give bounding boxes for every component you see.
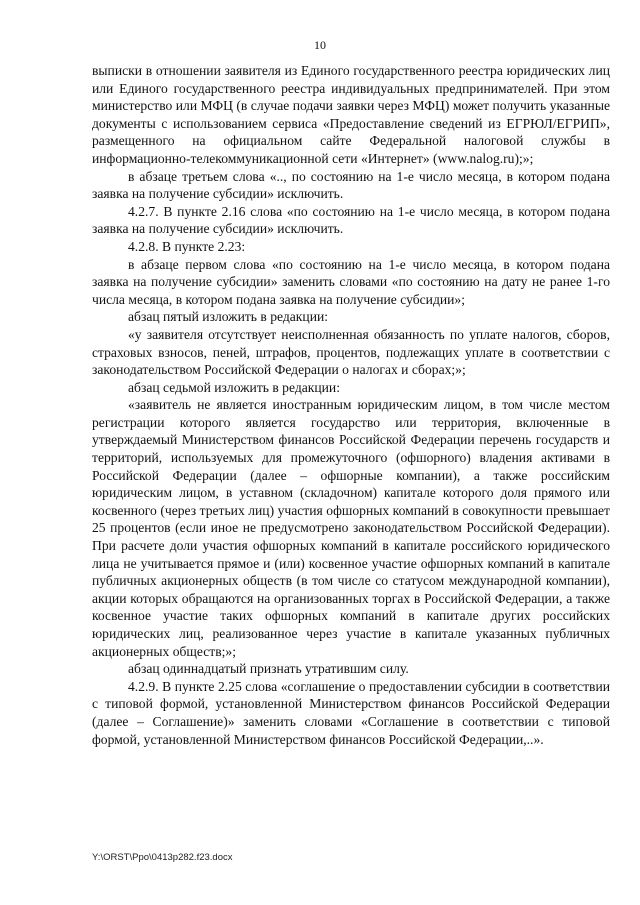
paragraph-eleventh-abzac: абзац одиннадцатый признать утратившим силу. — [128, 661, 409, 677]
page-number: 10 — [314, 38, 326, 52]
file-path-footer: Y:\ORST\Ppo\0413p282.f23.docx — [92, 852, 233, 863]
paragraph-third-abzac: в абзаце третьем слова «.., по состоянию на 1-е число месяца, в котором подана заявка на получение субсидии» исключить. — [92, 168, 610, 202]
paragraph-seventh-abzac-intro: абзац седьмой изложить в редакции: — [128, 379, 340, 395]
paragraph-seventh-abzac-text: «заявитель не является иностранным юридическим лицом, в том числе местом регистрации которого является государство или территория, включенные в утверждаемый Министерством финансов Российской Федерации перечень государств и территорий, используемых для промежуточного (офшорного) владения активами в Российской Федерации (далее – офшорные компании), а также российским юридическим лицом, в уставном (складочном) капитале которого доля прямого или косвенного (через третьих лиц) участия офшорных компаний в совокупности превышает 25 процентов (если иное не предусмотрено законодательством Российской Федерации). При расчете доли участия офшорных компаний в капитале российского юридического лица не учитывается прямое и (или) косвенное участие офшорных компаний в капитале публичных акционерных обществ (в том числе со статусом международной компании), акции которых обращаются на организованных торгах в Российской Федерации, а также косвенное участие таких офшорных компаний в капитале других российских юридических лиц, реализованное через участие в капитале указанных публичных акционерных обществ;»; — [92, 397, 610, 659]
paragraph-4-2-8-heading: 4.2.8. В пункте 2.23: — [128, 238, 246, 254]
document-body — [92, 62, 610, 748]
paragraph-fifth-abzac-intro: абзац пятый изложить в редакции: — [128, 309, 329, 325]
paragraph-first-abzac: в абзаце первом слова «по состоянию на 1-е число месяца, в котором подана заявка на получение субсидии» заменить словами «по состоянию на дату не ранее 1-го числа месяца, в котором подана заявка на получение субсидии»; — [92, 256, 610, 307]
paragraph-4-2-9: 4.2.9. В пункте 2.25 слова «соглашение о предоставлении субсидии в соответствии с типовой формой, установленной Министерством финансов Российской Федерации (далее – Соглашение)» заменить словами «Соглашение в соответствии с типовой формой, установленной Министерством финансов Российской Федерации,..». — [92, 678, 610, 747]
paragraph-4-2-7: 4.2.7. В пункте 2.16 слова «по состоянию на 1-е число месяца, в котором подана заявка на получение субсидии» исключить. — [92, 203, 610, 237]
paragraph-egrul-extract: выписки в отношении заявителя из Единого государственного реестра юридических лиц или Единого государственного реестра индивидуальных предпринимателей. При этом министерство или МФЦ (в случае подачи заявки через МФЦ) может получить указанные документы с использованием сервиса «Предоставление сведений из ЕГРЮЛ/ЕГРИП», размещенного на официальном сайте Федеральной налоговой службы в информационно-телекоммуникационной сети «Интернет» (www.nalog.ru);»; — [92, 63, 610, 166]
paragraph-fifth-abzac-text: «у заявителя отсутствует неисполненная обязанность по уплате налогов, сборов, страховых взносов, пеней, штрафов, процентов, подлежащих уплате в соответствии с законодательством Российской Федерации о налогах и сборах;»; — [92, 326, 610, 378]
